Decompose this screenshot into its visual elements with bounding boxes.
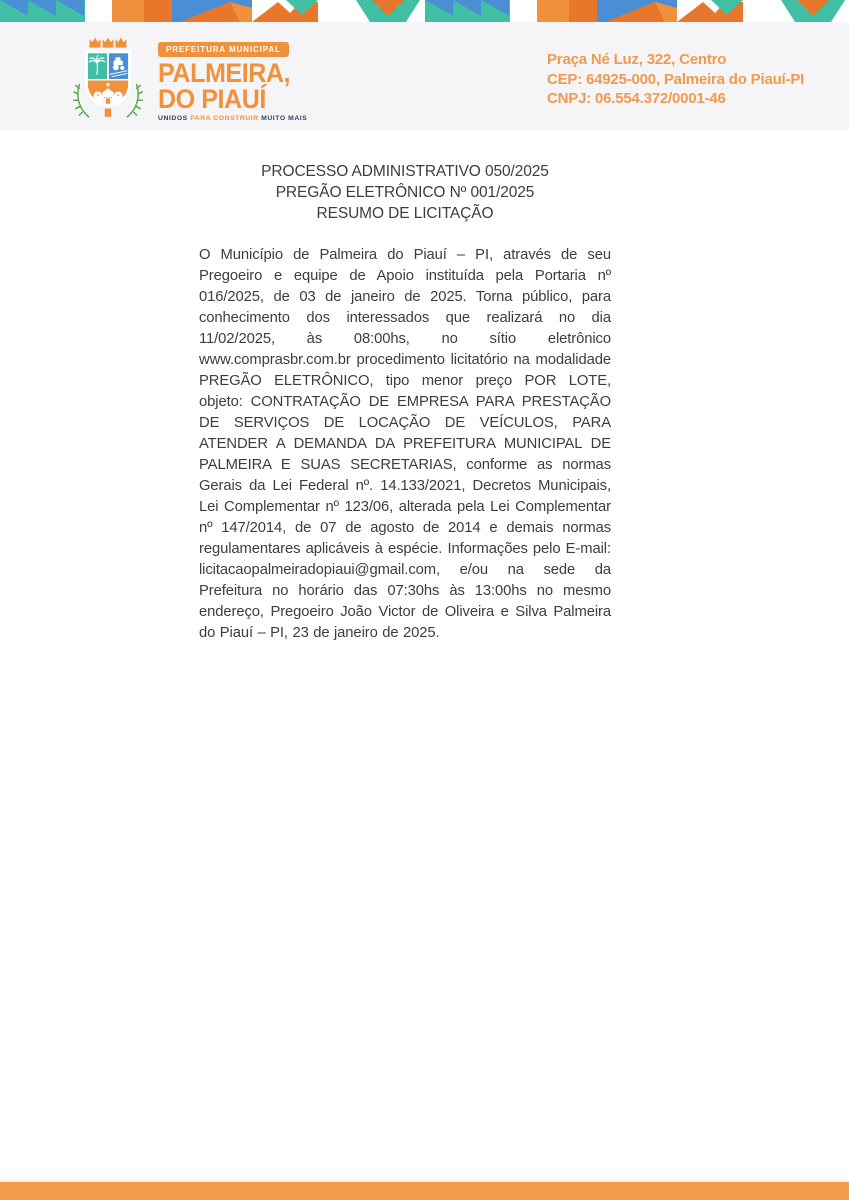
address-cep: CEP: 64925-000, Palmeira do Piauí-PI (547, 70, 805, 88)
municipality-name-line-2: DO PIAUÍ (158, 84, 266, 114)
municipal-crest-logo (60, 31, 156, 127)
municipality-name-line-1: PALMEIRA, (158, 58, 291, 88)
letterhead-address (547, 50, 804, 109)
address-street: Praça Né Luz, 322, Centro (547, 51, 727, 68)
tagline-word-2: PARA CONSTRUIR (190, 115, 259, 122)
prefeitura-municipal-badge: PREFEITURA MUNICIPAL (158, 42, 289, 57)
tagline-word-1: UNIDOS (158, 115, 188, 122)
document-title-line-3: RESUMO DE LICITAÇÃO (316, 205, 494, 222)
festive-border-pattern (0, 0, 849, 22)
document-title-line-1: PROCESSO ADMINISTRATIVO 050/2025 (261, 163, 549, 180)
document-title-line-2: PREGÃO ELETRÔNICO Nº 001/2025 (275, 184, 535, 201)
logo-wordmark (158, 39, 328, 122)
document-body: O Município de Palmeira do Piauí – PI, através de seu Pregoeiro e equipe de Apoio instituída pela Portaria nº 016/2025, de 03 de janeiro de 2025. Torna público, para conhecimento dos interessados que realizará no dia 11/02/2025, às 08:00hs, no sítio eletrônico www.comprasbr.com.br procedimento licitatório na modalidade PREGÃO ELETRÔNICO, tipo menor preço POR LOTE, objeto: CONTRATAÇÃO DE EMPRESA PARA PRESTAÇÃO DE SERVIÇOS DE LOCAÇÃO DE VEÍCULOS, PARA ATENDER A DEMANDA DA PREFEITURA MUNICIPAL DE PALMEIRA E SUAS SECRETARIAS, conforme as normas Gerais da Lei Federal nº. 14.133/2021, Decretos Municipais, Lei Complementar nº 123/06, alterada pela Lei Complementar nº 147/2014, de 07 de agosto de 2014 e demais normas regulamentares aplicáveis à espécie. Informações pelo E-mail: licitacaopalmeiradopiaui@gmail.com, e/ou na sede da Prefeitura no horário das 07:30hs às 13:00hs no mesmo endereço, Pregoeiro João Victor de Oliveira e Silva Palmeira do Piauí – PI, 23 de janeiro de 2025. (199, 247, 611, 641)
document-title (199, 161, 611, 224)
address-cnpj: CNPJ: 06.554.372/0001-46 (547, 90, 726, 107)
footer-bar (0, 1180, 849, 1200)
municipality-tagline (158, 115, 328, 122)
tagline-word-3: MUITO MAIS (261, 115, 308, 122)
crown-icon (90, 37, 127, 47)
document-content (199, 161, 611, 644)
